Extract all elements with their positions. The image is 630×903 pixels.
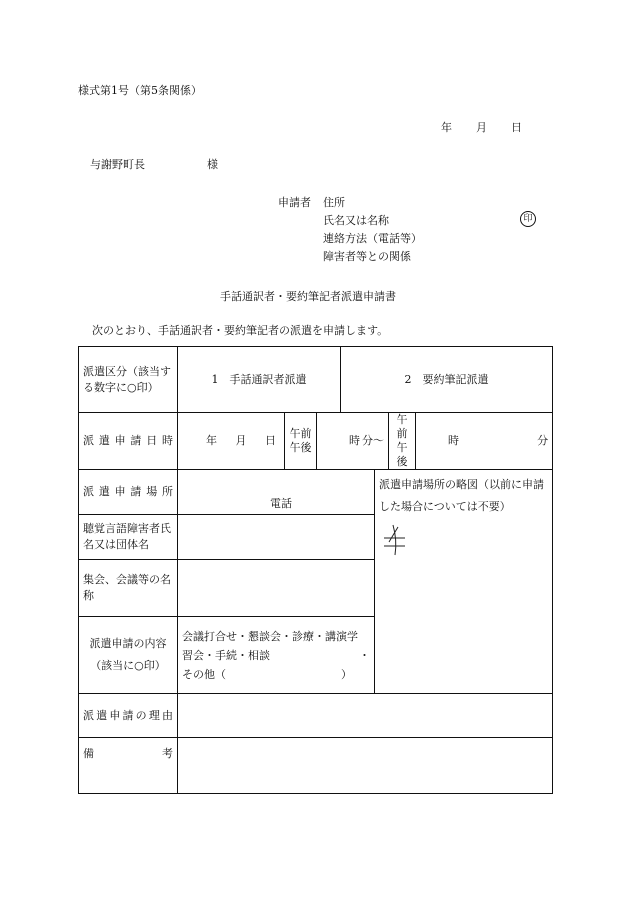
sketch-mark-icon bbox=[381, 522, 407, 558]
ampm-start-am: 午前 bbox=[289, 427, 312, 440]
end-minute: 分 bbox=[537, 434, 549, 447]
addressee-name: 与謝野町長 bbox=[90, 158, 145, 171]
content-label-main: 派遣申請の内容 bbox=[89, 637, 167, 650]
intro-text: 次のとおり、手話通訳者・要約筆記者の派遣を申請します。 bbox=[92, 324, 389, 337]
datetime-date[interactable] bbox=[178, 413, 285, 470]
applicant-address: 住所 bbox=[323, 196, 345, 209]
start-time[interactable] bbox=[317, 413, 389, 470]
start-hour: 時 bbox=[349, 434, 360, 447]
document-title: 手話通訳者・要約筆記者派遣申請書 bbox=[220, 290, 396, 303]
remarks-label-a: 備 bbox=[83, 747, 94, 760]
row-remarks bbox=[79, 738, 553, 794]
end-time[interactable] bbox=[416, 413, 553, 470]
content-options[interactable] bbox=[178, 617, 375, 694]
datetime-month: 月 bbox=[235, 434, 247, 447]
seal-mark: 印 bbox=[520, 211, 536, 227]
content-line-2 bbox=[182, 646, 370, 665]
location-field[interactable] bbox=[178, 470, 375, 515]
content-line-1: 会議打合せ・懇談会・診療・講演学 bbox=[182, 629, 358, 643]
applicant-label: 申請者 bbox=[278, 196, 311, 209]
content-label bbox=[79, 617, 178, 694]
form-number: 様式第1号（第5条関係） bbox=[78, 84, 202, 97]
application-table bbox=[78, 346, 553, 794]
datetime-year: 年 bbox=[206, 434, 217, 447]
location-phone: 電話 bbox=[270, 497, 292, 510]
row-reason bbox=[79, 694, 553, 738]
datetime-day: 日 bbox=[265, 434, 276, 447]
ampm-end-pm: 午後 bbox=[396, 441, 408, 468]
content-line-2-dot: ・ bbox=[359, 648, 371, 662]
remarks-label-b: 考 bbox=[162, 747, 173, 760]
dispatch-option-2[interactable]: 2 要約筆記派遣 bbox=[341, 347, 553, 413]
date-year: 年 bbox=[441, 121, 452, 134]
addressee-honorific: 様 bbox=[207, 158, 218, 171]
dispatch-option-1[interactable]: 1 手話通訳者派遣 bbox=[178, 347, 341, 413]
row-location bbox=[79, 470, 553, 515]
remarks-label bbox=[79, 738, 178, 794]
ampm-end[interactable] bbox=[389, 413, 416, 470]
datetime-label: 派遣申請日時 bbox=[79, 413, 178, 470]
content-line-2-text: 習会・手続・相談 bbox=[182, 648, 270, 662]
reason-field[interactable] bbox=[178, 694, 553, 738]
meeting-field[interactable] bbox=[178, 560, 375, 617]
meeting-label: 集会、会議等の名称 bbox=[79, 560, 178, 617]
person-label: 聴覚言語障害者氏名又は団体名 bbox=[79, 515, 178, 560]
reason-label: 派遣申請の理由 bbox=[79, 694, 178, 738]
ampm-end-am: 午前 bbox=[396, 413, 408, 440]
row-datetime bbox=[79, 413, 553, 470]
dispatch-type-label: 派遣区分（該当する数字に○印） bbox=[79, 347, 178, 413]
map-note: 派遣申請場所の略図（以前に申請した場合については不要） bbox=[379, 478, 545, 513]
ampm-start-pm: 午後 bbox=[289, 441, 312, 454]
location-map-area[interactable] bbox=[375, 470, 553, 694]
location-label: 派遣申請場所 bbox=[79, 470, 178, 515]
date-day: 日 bbox=[511, 121, 522, 134]
content-label-note: （該当に○印） bbox=[90, 659, 166, 672]
content-other-open: その他（ bbox=[182, 667, 226, 681]
person-field[interactable] bbox=[178, 515, 375, 560]
content-other-close: ） bbox=[341, 667, 353, 681]
applicant-contact: 連絡方法（電話等） bbox=[323, 232, 422, 245]
start-minute: 分～ bbox=[362, 434, 385, 447]
row-dispatch-type bbox=[79, 347, 553, 413]
applicant-relation: 障害者等との関係 bbox=[323, 250, 411, 263]
end-hour: 時 bbox=[448, 434, 460, 447]
ampm-start[interactable] bbox=[285, 413, 317, 470]
content-line-3 bbox=[182, 665, 370, 684]
remarks-field[interactable] bbox=[178, 738, 553, 794]
applicant-name: 氏名又は名称 bbox=[323, 214, 389, 227]
date-month: 月 bbox=[476, 121, 487, 134]
